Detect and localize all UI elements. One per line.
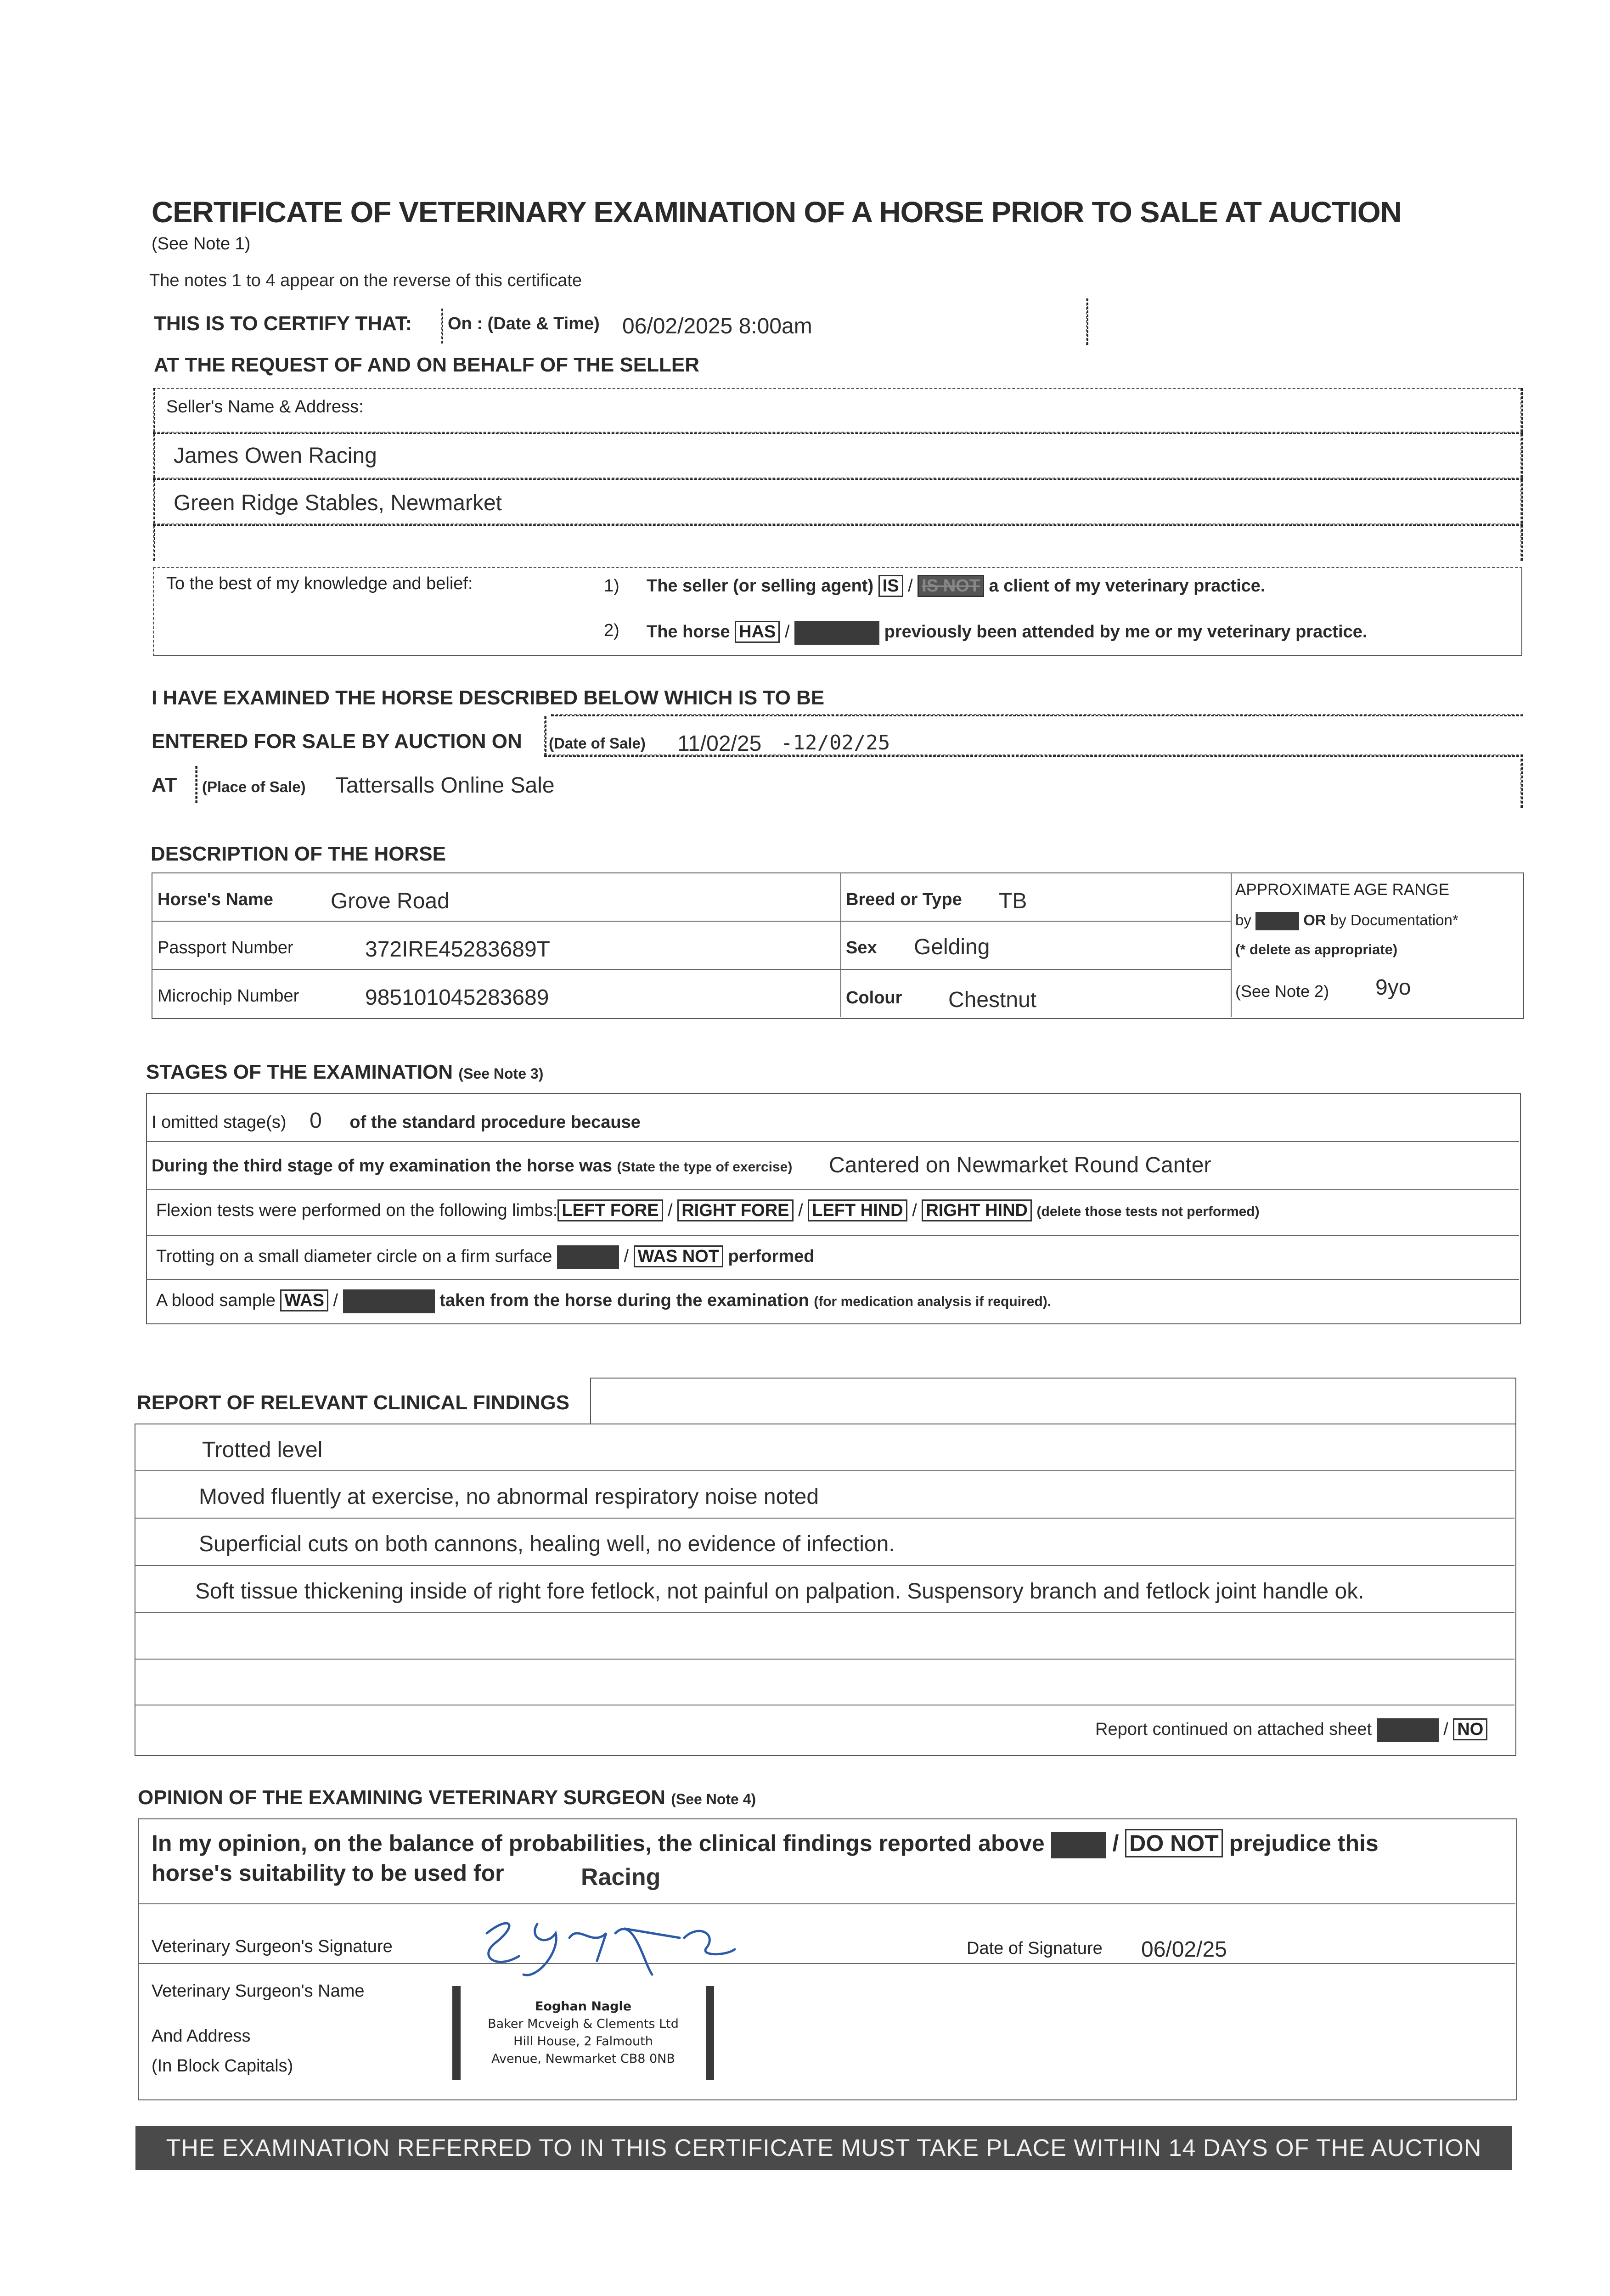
opinion-title-text: OPINION OF THE EXAMINING VETERINARY SURGEON xyxy=(138,1786,666,1809)
date-of-signature-label: Date of Signature xyxy=(967,1939,1103,1958)
page-title: CERTIFICATE OF VETERINARY EXAMINATION OF A HORSE PRIOR TO SALE AT AUCTION xyxy=(152,196,1402,229)
left-hind-option: LEFT HIND xyxy=(808,1199,907,1221)
continued-label: Report continued on attached sheet xyxy=(1095,1720,1372,1739)
findings-title: REPORT OF RELEVANT CLINICAL FINDINGS xyxy=(137,1391,569,1414)
opinion-suffix: prejudice this xyxy=(1229,1830,1379,1856)
left-fore-option: LEFT FORE xyxy=(557,1199,663,1221)
item1-number: 1) xyxy=(604,576,619,596)
sex: Gelding xyxy=(914,935,990,959)
sale-date-end: -12/02/25 xyxy=(781,731,890,754)
flexion-row: Flexion tests were performed on the following limbs: LEFT FORE / RIGHT FORE / LEFT HIND / RIGHT HIND (delete those tests not performed) xyxy=(156,1201,1260,1221)
redaction-mark xyxy=(1255,912,1299,930)
passport-label: Passport Number xyxy=(158,938,293,957)
third-stage-row xyxy=(152,1156,792,1176)
at-label: AT xyxy=(152,774,177,796)
see-note-1: (See Note 1) xyxy=(152,234,251,253)
finding-line: Trotted level xyxy=(202,1438,323,1462)
colour: Chestnut xyxy=(948,988,1037,1012)
opinion-text: In my opinion, on the balance of probabilities, the clinical findings reported above / DO NOT prejudice this xyxy=(152,1830,1379,1858)
redaction-mark xyxy=(1377,1718,1439,1742)
omitted-suffix: of the standard procedure because xyxy=(349,1113,641,1132)
signature-label: Veterinary Surgeon's Signature xyxy=(152,1937,393,1956)
blood-suffix: taken from the horse during the examination xyxy=(439,1291,809,1311)
microchip-number: 985101045283689 xyxy=(365,985,549,1010)
finding-line: Moved fluently at exercise, no abnormal respiratory noise noted xyxy=(199,1485,819,1509)
passport-number: 372IRE45283689T xyxy=(365,937,550,962)
attended-statement: The horse HAS / previously been attended by me or my veterinary practice. xyxy=(647,621,1367,645)
stages-title xyxy=(146,1061,543,1084)
vet-stamp xyxy=(452,1986,714,2080)
breed-label: Breed or Type xyxy=(846,890,962,909)
item1-suffix: a client of my veterinary practice. xyxy=(989,576,1266,596)
redaction-mark xyxy=(1051,1832,1106,1858)
breed: TB xyxy=(999,889,1027,913)
footer-banner: THE EXAMINATION REFERRED TO IN THIS CERTIFICATE MUST TAKE PLACE WITHIN 14 DAYS OF THE AUCTION xyxy=(135,2126,1512,2170)
intended-use: Racing xyxy=(581,1864,661,1891)
exercise-type: Cantered on Newmarket Round Canter xyxy=(829,1153,1211,1177)
continued-no-option: NO xyxy=(1453,1718,1487,1740)
blood-row: A blood sample WAS / taken from the horse during the examination (for medication analysis if required). xyxy=(156,1289,1051,1313)
opinion-title xyxy=(138,1786,756,1809)
omitted-value: 0 xyxy=(310,1109,322,1133)
place-of-sale: Tattersalls Online Sale xyxy=(335,773,555,798)
stamp-line: Avenue, Newmarket CB8 0NB xyxy=(491,2052,675,2066)
right-fore-option: RIGHT FORE xyxy=(677,1199,793,1221)
blood-note: (for medication analysis if required). xyxy=(814,1294,1052,1310)
sex-label: Sex xyxy=(846,938,877,957)
age-or-label: OR xyxy=(1303,912,1326,929)
redaction-mark xyxy=(794,621,879,645)
stages-title-text: STAGES OF THE EXAMINATION xyxy=(146,1061,453,1083)
opinion-line2: horse's suitability to be used for xyxy=(152,1860,504,1886)
item1-prefix: The seller (or selling agent) xyxy=(647,576,874,596)
examined-label: I HAVE EXAMINED THE HORSE DESCRIBED BELOW WHICH IS TO BE xyxy=(152,687,825,709)
sale-date-start: 11/02/25 xyxy=(677,732,762,756)
item2-prefix: The horse xyxy=(647,622,730,642)
item2-suffix: previously been attended by me or my veterinary practice. xyxy=(884,622,1368,642)
third-stage-label: During the third stage of my examination the horse was xyxy=(152,1156,612,1176)
third-stage-note: (State the type of exercise) xyxy=(617,1159,793,1175)
right-hind-option: RIGHT HIND xyxy=(922,1199,1032,1221)
report-continued: Report continued on attached sheet / NO xyxy=(1095,1718,1487,1742)
client-is-not-option: IS NOT xyxy=(918,575,984,597)
age-see-note: (See Note 2) xyxy=(1235,982,1329,1001)
age-by-label: by xyxy=(1235,912,1251,929)
colour-label: Colour xyxy=(846,988,902,1007)
redaction-mark xyxy=(557,1245,619,1269)
age-method xyxy=(1235,912,1458,930)
surgeon-name-label: Veterinary Surgeon's Name xyxy=(152,1981,365,2001)
entered-label: ENTERED FOR SALE BY AUCTION ON xyxy=(152,730,522,753)
exam-datetime: 06/02/2025 8:00am xyxy=(622,314,812,338)
place-of-sale-label: (Place of Sale) xyxy=(202,778,306,795)
seller-name-label: Seller's Name & Address: xyxy=(166,397,364,416)
horse-name: Grove Road xyxy=(331,889,450,913)
signature xyxy=(468,1906,753,1984)
age-range-title: APPROXIMATE AGE RANGE xyxy=(1235,881,1450,899)
date-of-sale-label: (Date of Sale) xyxy=(549,735,646,752)
stages-note: (See Note 3) xyxy=(458,1065,544,1082)
on-date-label: On : (Date & Time) xyxy=(448,314,600,333)
flexion-label: Flexion tests were performed on the following limbs: xyxy=(156,1201,558,1220)
trot-was-not-option: WAS NOT xyxy=(634,1245,723,1267)
blood-label: A blood sample xyxy=(156,1291,276,1311)
age-doc-label: by Documentation* xyxy=(1330,912,1458,929)
do-not-option: DO NOT xyxy=(1125,1829,1222,1857)
age-value: 9yo xyxy=(1375,975,1411,1000)
date-of-signature: 06/02/25 xyxy=(1141,1937,1227,1962)
opinion-prefix: In my opinion, on the balance of probabilities, the clinical findings reported above xyxy=(152,1830,1045,1856)
item2-number: 2) xyxy=(604,621,619,640)
knowledge-label: To the best of my knowledge and belief: xyxy=(166,574,473,593)
seller-address: Green Ridge Stables, Newmarket xyxy=(174,491,502,515)
finding-line: Superficial cuts on both cannons, healing well, no evidence of infection. xyxy=(199,1532,895,1556)
stamp-line: Baker Mcveigh & Clements Ltd xyxy=(488,2017,679,2031)
microchip-label: Microchip Number xyxy=(158,986,299,1006)
trot-suffix: performed xyxy=(728,1247,815,1266)
opinion-note: (See Note 4) xyxy=(671,1791,756,1807)
omitted-row xyxy=(152,1108,641,1133)
trot-row: Trotting on a small diameter circle on a firm surface / WAS NOT performed xyxy=(156,1245,814,1269)
certify-label: THIS IS TO CERTIFY THAT: xyxy=(154,312,412,335)
request-label: AT THE REQUEST OF AND ON BEHALF OF THE SELLER xyxy=(154,354,699,376)
horse-name-label: Horse's Name xyxy=(158,890,273,909)
stamp-line: Hill House, 2 Falmouth xyxy=(513,2034,653,2048)
omitted-label: I omitted stage(s) xyxy=(152,1113,287,1132)
seller-name: James Owen Racing xyxy=(174,444,377,468)
horse-has-option: HAS xyxy=(735,621,780,643)
stamp-name: Eoghan Nagle xyxy=(535,1999,632,2014)
flexion-note: (delete those tests not performed) xyxy=(1036,1204,1260,1219)
block-capitals-label: (In Block Capitals) xyxy=(152,2056,293,2076)
finding-line: Soft tissue thickening inside of right fore fetlock, not painful on palpation. Suspensory branch and fetlock joint handle ok. xyxy=(195,1579,1364,1604)
notes-text: The notes 1 to 4 appear on the reverse of this certificate xyxy=(149,271,582,290)
redaction-mark xyxy=(343,1289,435,1313)
client-is-option: IS xyxy=(878,575,903,597)
blood-was-option: WAS xyxy=(280,1289,328,1311)
surgeon-address-label: And Address xyxy=(152,2026,251,2046)
horse-section-title: DESCRIPTION OF THE HORSE xyxy=(151,843,446,865)
trot-label: Trotting on a small diameter circle on a firm surface xyxy=(156,1247,552,1266)
age-delete-note: (* delete as appropriate) xyxy=(1235,941,1398,957)
client-statement: The seller (or selling agent) IS / IS NOT a client of my veterinary practice. xyxy=(647,576,1265,596)
